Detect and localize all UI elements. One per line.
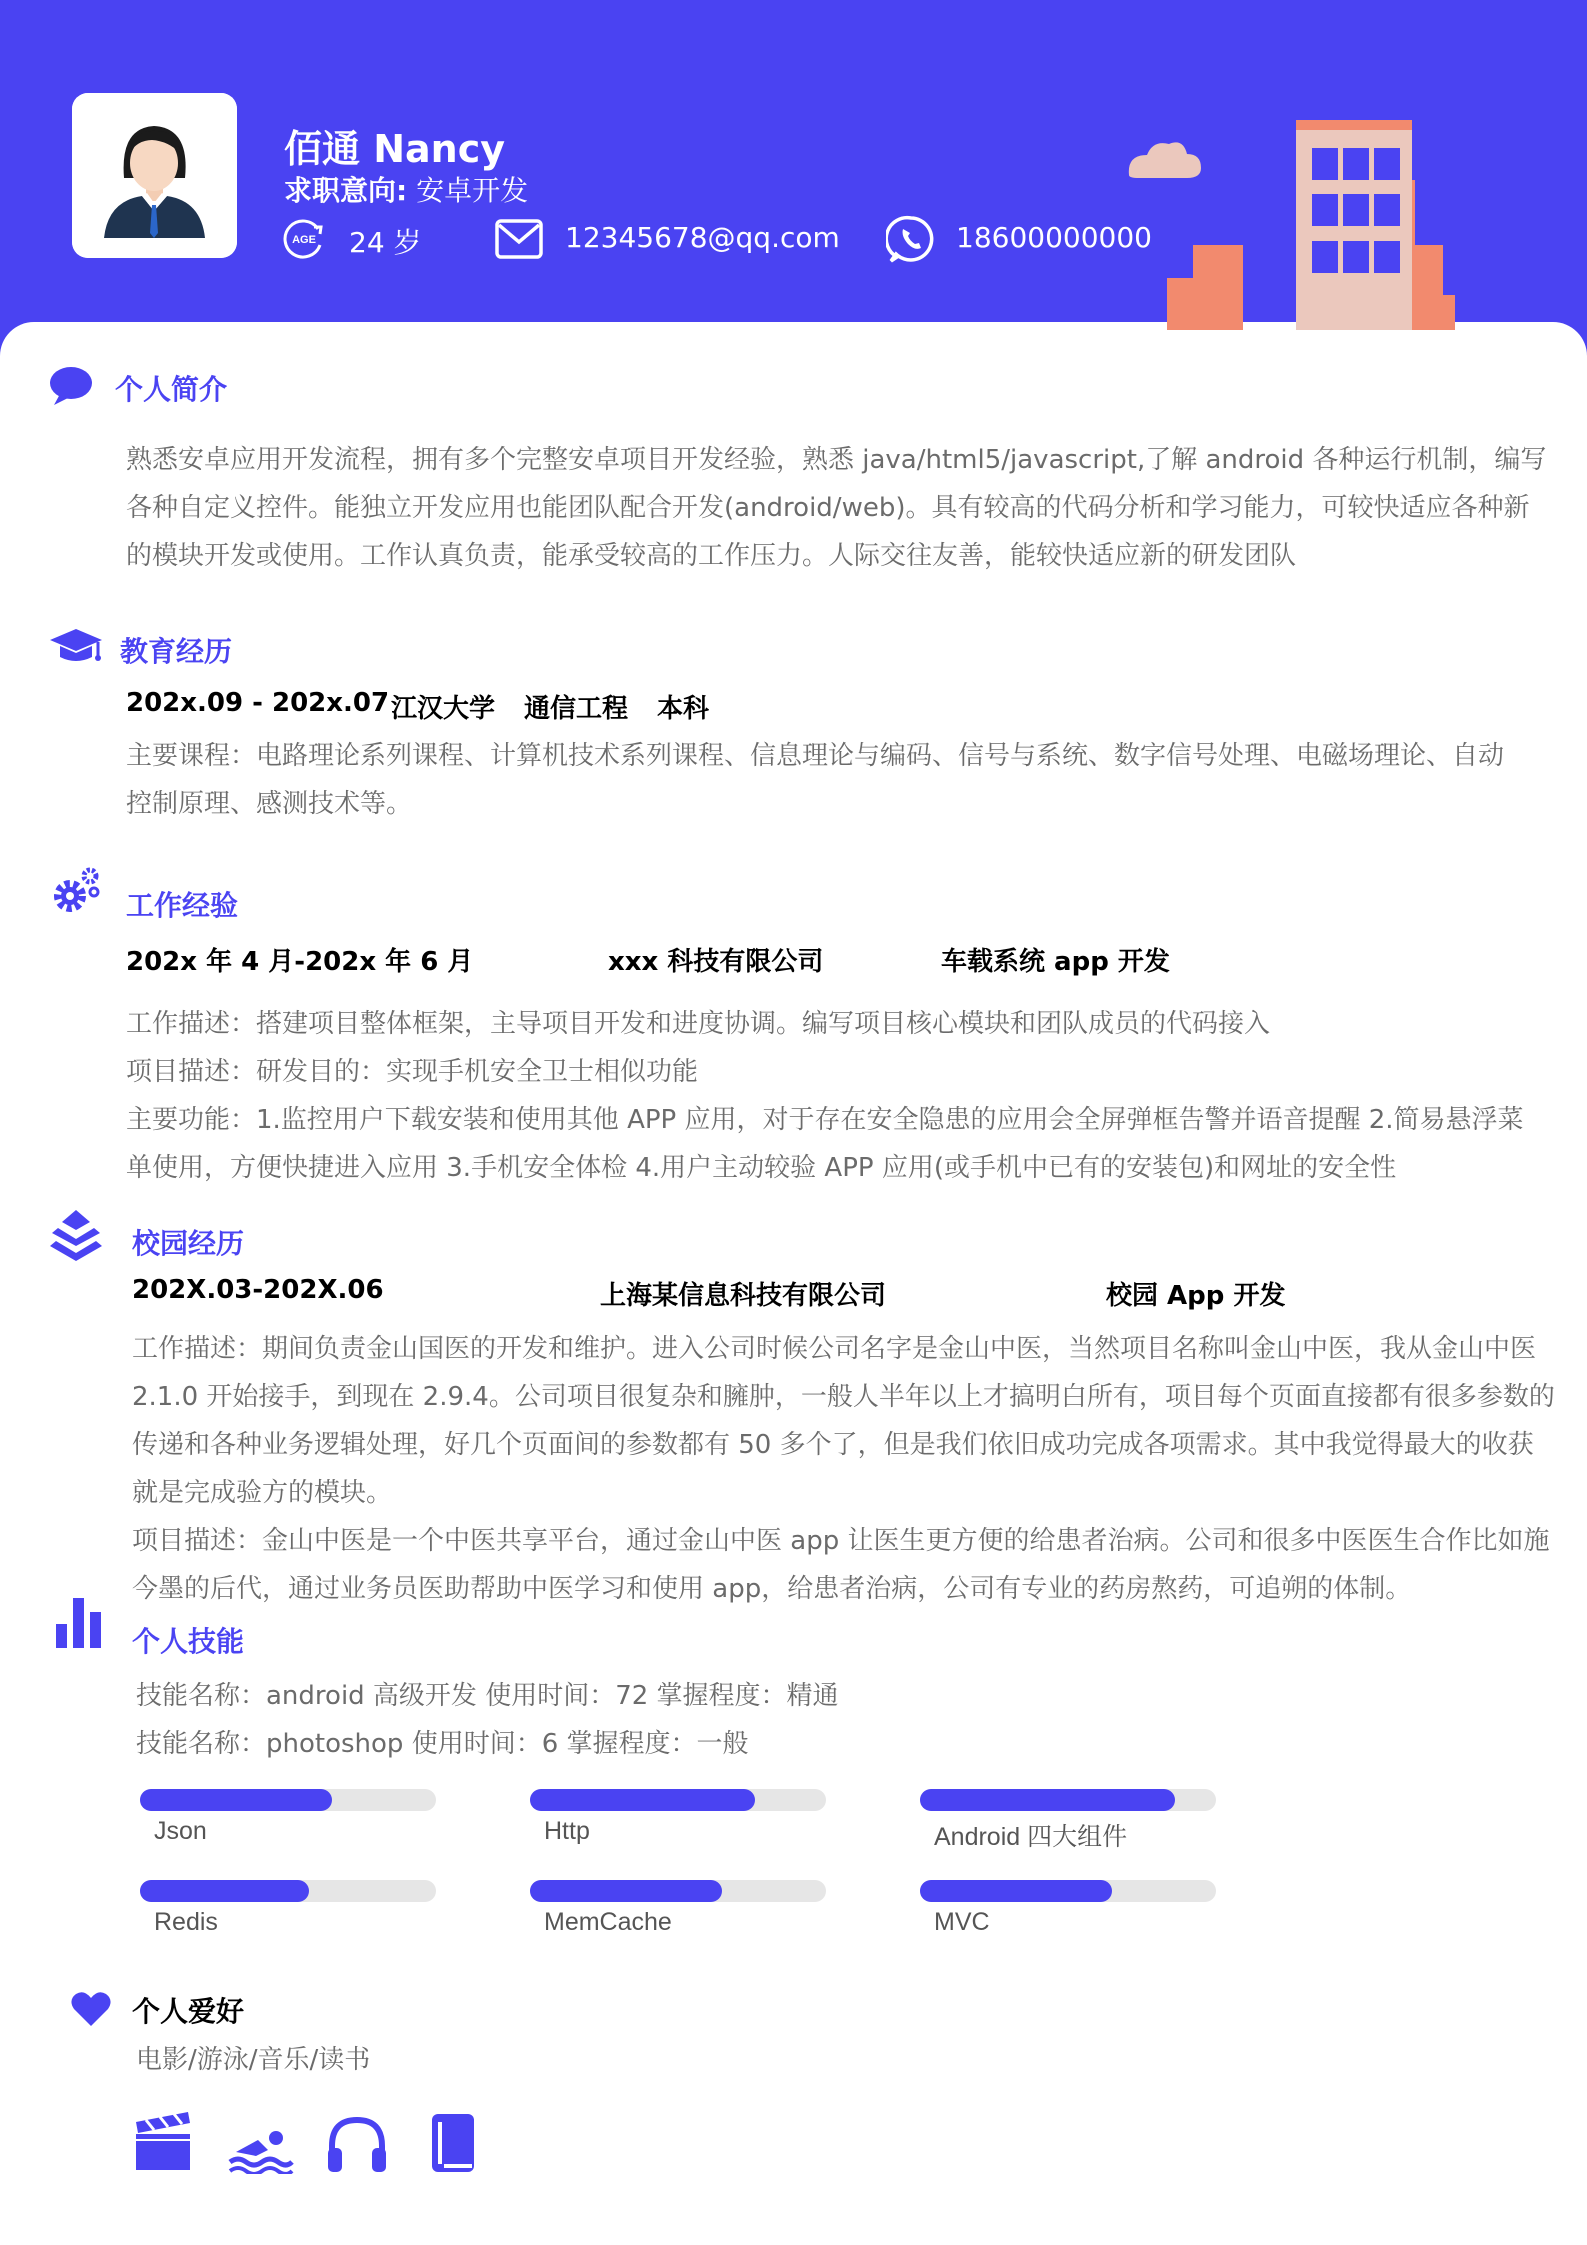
campus-role: 校园 App 开发 bbox=[1106, 1281, 1286, 1311]
skill-bar-fill bbox=[530, 1880, 722, 1902]
campus-line: 工作描述：期间负责金山国医的开发和维护。进入公司时候公司名字是金山中医，当然项目名称叫金山中医，我从金山中医 bbox=[132, 1334, 1537, 1364]
education-text bbox=[126, 732, 1556, 828]
work-line: 工作描述：搭建项目整体框架，主导项目开发和进度协调。编写项目核心模块和团队成员的代码接入 bbox=[126, 1009, 1271, 1039]
work-company: xxx 科技有限公司 bbox=[608, 947, 824, 977]
section-title-profile: 个人简介 bbox=[115, 373, 228, 406]
bar-chart-icon bbox=[56, 1594, 104, 1648]
graduation-cap-icon bbox=[48, 626, 104, 666]
skills-text bbox=[136, 1672, 1536, 1768]
campus-line: 传递和各种业务逻辑处理，好几个页面间的参数都有 50 多个了，但是我们依旧成功完成各项需求。其中我觉得最大的收获 bbox=[132, 1430, 1534, 1460]
age-value: 24 岁 bbox=[349, 226, 422, 259]
skill-bar-track bbox=[920, 1880, 1216, 1902]
skill-bar-track bbox=[140, 1789, 436, 1811]
skill-bar-label: Json bbox=[154, 1817, 207, 1845]
campus-line: 今墨的后代，通过业务员医助帮助中医学习和使用 app，给患者治病，公司有专业的药房熬药，可追朔的体制。 bbox=[132, 1574, 1412, 1604]
skill-bar-label: Redis bbox=[154, 1908, 218, 1936]
section-title-campus: 校园经历 bbox=[132, 1227, 245, 1260]
profile-text bbox=[126, 436, 1556, 580]
campus-line: 项目描述：金山中医是一个中医共享平台，通过金山中医 app 让医生更方便的给患者治病。公司和很多中医医生合作比如施 bbox=[132, 1526, 1550, 1556]
skill-bar-fill bbox=[140, 1789, 332, 1811]
job-intent-value: 安卓开发 bbox=[407, 174, 529, 207]
skill-bar-track bbox=[530, 1789, 826, 1811]
campus-text bbox=[132, 1325, 1572, 1613]
skill-line: 技能名称：photoshop 使用时间：6 掌握程度：一般 bbox=[136, 1729, 749, 1759]
skill-bar-fill bbox=[920, 1880, 1112, 1902]
skill-bar-fill bbox=[530, 1789, 755, 1811]
skill-bar-label: Http bbox=[544, 1817, 590, 1845]
skill-bar-track bbox=[530, 1880, 826, 1902]
avatar bbox=[72, 93, 237, 258]
education-line: 控制原理、感测技术等。 bbox=[126, 789, 413, 819]
work-period: 202x 年 4 月-202x 年 6 月 bbox=[126, 947, 474, 977]
skill-bar-fill bbox=[920, 1789, 1175, 1811]
gears-icon bbox=[50, 866, 104, 916]
education-major: 通信工程 bbox=[524, 694, 629, 724]
section-title-hobbies: 个人爱好 bbox=[132, 1995, 245, 2028]
skill-bar-track bbox=[920, 1789, 1216, 1811]
education-period: 202x.09 - 202x.07 bbox=[126, 688, 390, 718]
skill-bar-label: MemCache bbox=[544, 1908, 672, 1936]
profile-line: 各种自定义控件。能独立开发应用也能团队配合开发(android/web)。具有较高的代码分析和学习能力，可较快适应各种新 bbox=[126, 493, 1530, 523]
campus-company: 上海某信息科技有限公司 bbox=[600, 1281, 887, 1311]
work-line: 主要功能：1.监控用户下载安装和使用其他 APP 应用，对于存在安全隐患的应用会全屏弹框告警并语音提醒 2.简易悬浮菜 bbox=[126, 1105, 1524, 1135]
work-line: 单使用，方便快捷进入应用 3.手机安全体检 4.用户主动较验 APP 应用(或手机中已有的安装包)和网址的安全性 bbox=[126, 1153, 1397, 1183]
layers-icon bbox=[48, 1208, 104, 1264]
campus-period: 202X.03-202X.06 bbox=[132, 1275, 384, 1305]
heart-icon bbox=[70, 1990, 112, 2028]
education-school: 江汉大学 bbox=[391, 694, 496, 724]
skill-bar-track bbox=[140, 1880, 436, 1902]
hobbies-text: 电影/游泳/音乐/读书 bbox=[136, 2045, 371, 2075]
candidate-name: 佰通 Nancy bbox=[284, 127, 506, 171]
skill-bar-label: MVC bbox=[934, 1908, 990, 1936]
age-icon bbox=[280, 215, 328, 263]
building-illustration bbox=[1125, 120, 1525, 330]
phone-value: 18600000000 bbox=[956, 221, 1152, 254]
age-icon-text: AGE bbox=[292, 234, 316, 246]
profile-line: 熟悉安卓应用开发流程，拥有多个完整安卓项目开发经验，熟悉 java/html5/javascript,了解 android 各种运行机制，编写 bbox=[126, 445, 1547, 475]
skill-bar-fill bbox=[140, 1880, 309, 1902]
section-title-work: 工作经验 bbox=[126, 889, 239, 922]
section-title-education: 教育经历 bbox=[120, 635, 233, 668]
job-intent-label: 求职意向: bbox=[284, 174, 408, 207]
work-role: 车载系统 app 开发 bbox=[941, 947, 1170, 977]
email-value: 12345678@qq.com bbox=[565, 221, 840, 254]
campus-line: 2.1.0 开始接手，到现在 2.9.4。公司项目很复杂和臃肿，一般人半年以上才搞明白所有，项目每个页面直接都有很多参数的 bbox=[132, 1382, 1555, 1412]
skill-bar-label: Android 四大组件 bbox=[934, 1823, 1128, 1851]
campus-line: 就是完成验方的模块。 bbox=[132, 1478, 393, 1508]
job-intent bbox=[284, 169, 528, 209]
swimming-icon bbox=[228, 2128, 294, 2174]
phone-icon bbox=[886, 214, 936, 264]
headphones-icon bbox=[326, 2116, 388, 2174]
section-title-skills: 个人技能 bbox=[132, 1625, 245, 1658]
profile-line: 的模块开发或使用。工作认真负责，能承受较高的工作压力。人际交往友善，能较快适应新的研发团队 bbox=[126, 541, 1297, 571]
work-text bbox=[126, 1000, 1556, 1192]
education-degree: 本科 bbox=[657, 694, 710, 724]
film-clapper-icon bbox=[134, 2110, 192, 2172]
book-icon bbox=[430, 2112, 478, 2174]
email-icon bbox=[494, 217, 544, 261]
work-line: 项目描述：研发目的：实现手机安全卫士相似功能 bbox=[126, 1057, 699, 1087]
education-line: 主要课程：电路理论系列课程、计算机技术系列课程、信息理论与编码、信号与系统、数字信号处理、电磁场理论、自动 bbox=[126, 741, 1505, 771]
skill-line: 技能名称：android 高级开发 使用时间：72 掌握程度：精通 bbox=[136, 1681, 839, 1711]
chat-bubble-icon bbox=[48, 366, 94, 406]
